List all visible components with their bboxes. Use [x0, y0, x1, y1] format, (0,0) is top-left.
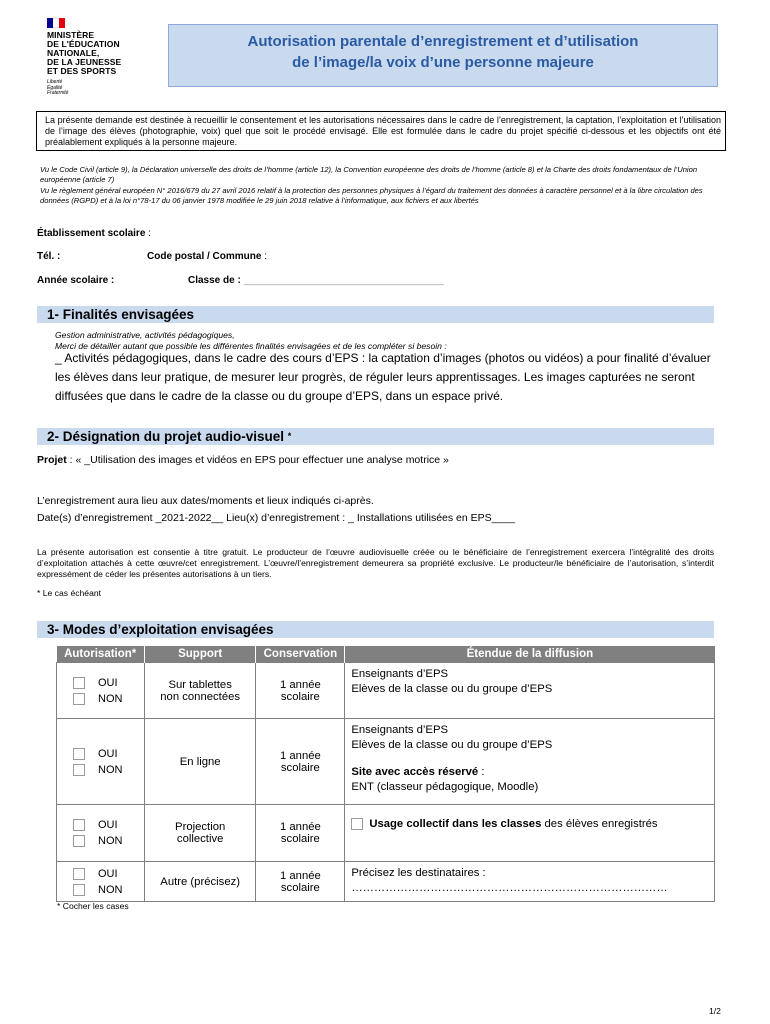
etendue-line: Précisez les destinataires : [351, 867, 486, 879]
conservation-cell [256, 663, 345, 719]
site-detail: ENT (classeur pédagogique, Moodle) [351, 781, 539, 793]
support-line: Projection [175, 821, 226, 833]
republic-motto: Liberté Égalité Fraternité [47, 79, 69, 96]
non-label: NON [98, 692, 123, 705]
oui-checkbox[interactable] [73, 748, 85, 760]
legal-reference-2: Vu le règlement général européen N° 2016/679 du 27 avril 2016 relatif à la protection des personnes physiques à l’égard du traitement des données à caractère personnel et à la libre circulation des données (RGPD) et à la loi n°78-17 du 06 janvier 1978 modifiée le 29 juin 2018 relative à l’informatique, aux fichiers et aux libertés [40, 186, 703, 205]
oui-label: OUI [98, 819, 118, 831]
oui-label: OUI [98, 867, 118, 880]
oui-label: OUI [98, 676, 118, 689]
section-2-heading [37, 428, 714, 445]
usage-collectif-label: Usage collectif dans les classes [369, 818, 542, 830]
conservation-line: scolaire [280, 881, 320, 894]
enregistrement-line: L’enregistrement aura lieu aux dates/moments et lieux indiqués ci-après. [37, 495, 374, 507]
page-number: 1/2 [709, 1006, 721, 1016]
conservation-cell [256, 805, 345, 862]
projet-label: Projet [37, 454, 67, 466]
site-colon: : [478, 766, 485, 778]
header-autorisation: Autorisation* [57, 646, 145, 663]
etendue-line: Elèves de la classe ou du groupe d’EPS [351, 683, 553, 695]
non-checkbox[interactable] [73, 693, 85, 705]
etendue-line: Enseignants d’EPS [351, 724, 449, 736]
autorisation-cell [57, 663, 145, 719]
support-line: collective [176, 833, 224, 845]
table-row [57, 663, 715, 719]
header-support: Support [144, 646, 256, 663]
title-line-1: Autorisation parentale d’enregistrement et d’utilisation [247, 33, 639, 50]
section-3-heading: 3- Modes d’exploitation envisagées [37, 621, 714, 638]
code-postal-field[interactable] [147, 251, 267, 262]
support-line: Sur tablettes [168, 678, 232, 691]
section-1-text: _ Activités pédagogiques, dans le cadre des cours d’EPS : la captation d’images (photos ou vidéos) a pour finalité d’évaluer les élèves dans leur pratique, de mesurer leur progrès, de réguler leurs apprentissages. Les images capturées ne seront diffusées que dans le cadre de la classe ou du groupe d’EPS, dans un espace privé. [55, 351, 711, 403]
gratuit-paragraph: La présente autorisation est consentie à titre gratuit. Le producteur de l’œuvre audiovisuelle créée ou le bénéficiaire de l’enregistrement exercera l’intégralité des droits d’exploitation attachés à cette œuvre/cet enregistrement. L’œuvre/l’enregistrement demeurera sa propriété exclusive. Le producteur/le bénéficiaire de l’autorisation, s’interdit expressément de céder les présentes autorisations à un tiers. [37, 547, 714, 579]
ministry-logo [47, 18, 142, 97]
non-label: NON [98, 835, 123, 847]
dates-lieux-line: Date(s) d’enregistrement _2021-2022__ Lieu(x) d’enregistrement : _ Installations utilisées en EPS____ [37, 512, 516, 524]
non-checkbox[interactable] [73, 884, 85, 896]
oui-checkbox[interactable] [73, 868, 85, 880]
section-3-footnote: * Cocher les cases [57, 901, 129, 911]
intro-paragraph: La présente demande est destinée à recueillir le consentement et les autorisations nécessaires dans le cadre de l’enregistrement, la captation, l’exploitation et l’utilisation de l’image des élèves (photographie, voix) quel que soit le procédé envisagé. Elle est formulée dans le cadre du projet spécifié ci-dessous et les objectifs ont été préalablement expliqués à la personne majeure. [36, 111, 726, 151]
classe-field[interactable] [188, 275, 444, 286]
section-1-note-1: Gestion administrative, activités pédagogiques, [55, 330, 235, 340]
non-label: NON [98, 883, 123, 896]
code-postal-label: Code postal / Commune [147, 251, 262, 262]
tel-field[interactable]: Tél. : [37, 251, 61, 262]
etablissement-label: Établissement scolaire [37, 228, 146, 239]
support-line: En ligne [179, 755, 221, 768]
document-title [168, 24, 718, 87]
oui-label: OUI [98, 747, 118, 760]
autorisation-cell [57, 719, 145, 805]
etablissement-field[interactable] [37, 228, 151, 239]
etendue-cell [345, 805, 715, 862]
section-1-heading: 1- Finalités envisagées [37, 306, 714, 323]
ministry-name: MINISTÈRE DE L'ÉDUCATION NATIONALE, DE LA JEUNESSE ET DES SPORTS [47, 30, 122, 76]
french-flag-icon [47, 18, 65, 28]
etendue-line: Enseignants d’EPS [351, 668, 449, 680]
header-etendue: Étendue de la diffusion [345, 646, 715, 663]
section-1-note-2: Merci de détailler autant que possible les différentes finalités envisagées et de les compléter si besoin : [55, 341, 447, 351]
conservation-cell [256, 719, 345, 805]
code-postal-colon: : [261, 251, 268, 262]
projet-value: : « _Utilisation des images et vidéos en EPS pour effectuer une analyse motrice » [66, 454, 449, 466]
etablissement-colon: : [145, 228, 151, 239]
projet-line [37, 453, 449, 468]
support-cell [144, 862, 256, 902]
title-line-2: de l’image/la voix d’une personne majeure [292, 54, 594, 71]
conservation-line: scolaire [280, 690, 320, 703]
non-checkbox[interactable] [73, 835, 85, 847]
etendue-cell [345, 862, 715, 902]
support-cell [144, 719, 256, 805]
conservation-line: scolaire [280, 761, 320, 774]
support-cell [144, 663, 256, 719]
usage-collectif-detail: des élèves enregistrés [541, 818, 658, 830]
support-line: non connectées [160, 690, 241, 703]
non-label: NON [98, 763, 123, 776]
section-2-footnote: * Le cas échéant [37, 588, 102, 598]
legal-reference-1: Vu le Code Civil (article 9), la Déclaration universelle des droits de l’homme (article 12), la Convention européenne des droits de l’homme (article 8) et la Charte des droits fondamentaux de l’Union européenne (article 7) [40, 165, 698, 184]
conservation-line: 1 année [279, 678, 321, 691]
non-checkbox[interactable] [73, 764, 85, 776]
etendue-cell [345, 719, 715, 805]
etendue-cell [345, 663, 715, 719]
support-cell [144, 805, 256, 862]
section-2-asterisk: * [287, 431, 292, 441]
etendue-line: Elèves de la classe ou du groupe d’EPS [351, 739, 553, 751]
site-label: Site avec accès réservé [351, 766, 479, 778]
conservation-line: scolaire [280, 833, 320, 845]
conservation-cell [256, 862, 345, 902]
support-line: Autre (précisez) [160, 875, 241, 888]
table-row [57, 862, 715, 902]
autorisation-cell [57, 862, 145, 902]
site-line [351, 765, 708, 780]
destinataires-blank[interactable]: ………………………………………………………………………… [351, 882, 668, 894]
conservation-line: 1 année [279, 869, 321, 882]
annee-scolaire-field[interactable]: Année scolaire : [37, 275, 115, 286]
classe-label: Classe de : [188, 275, 241, 286]
header-conservation: Conservation [256, 646, 345, 663]
table-row [57, 719, 715, 805]
oui-checkbox[interactable] [73, 677, 85, 689]
conservation-line: 1 année [279, 821, 321, 833]
autorisation-cell [57, 805, 145, 862]
section-2-title: 2- Désignation du projet audio-visuel [47, 429, 288, 444]
table-row [57, 805, 715, 862]
usage-collectif-checkbox[interactable] [351, 818, 363, 830]
oui-checkbox[interactable] [73, 819, 85, 831]
modes-table [56, 646, 715, 902]
classe-blank: ____________________________________ [240, 275, 444, 286]
conservation-line: 1 année [279, 749, 321, 762]
